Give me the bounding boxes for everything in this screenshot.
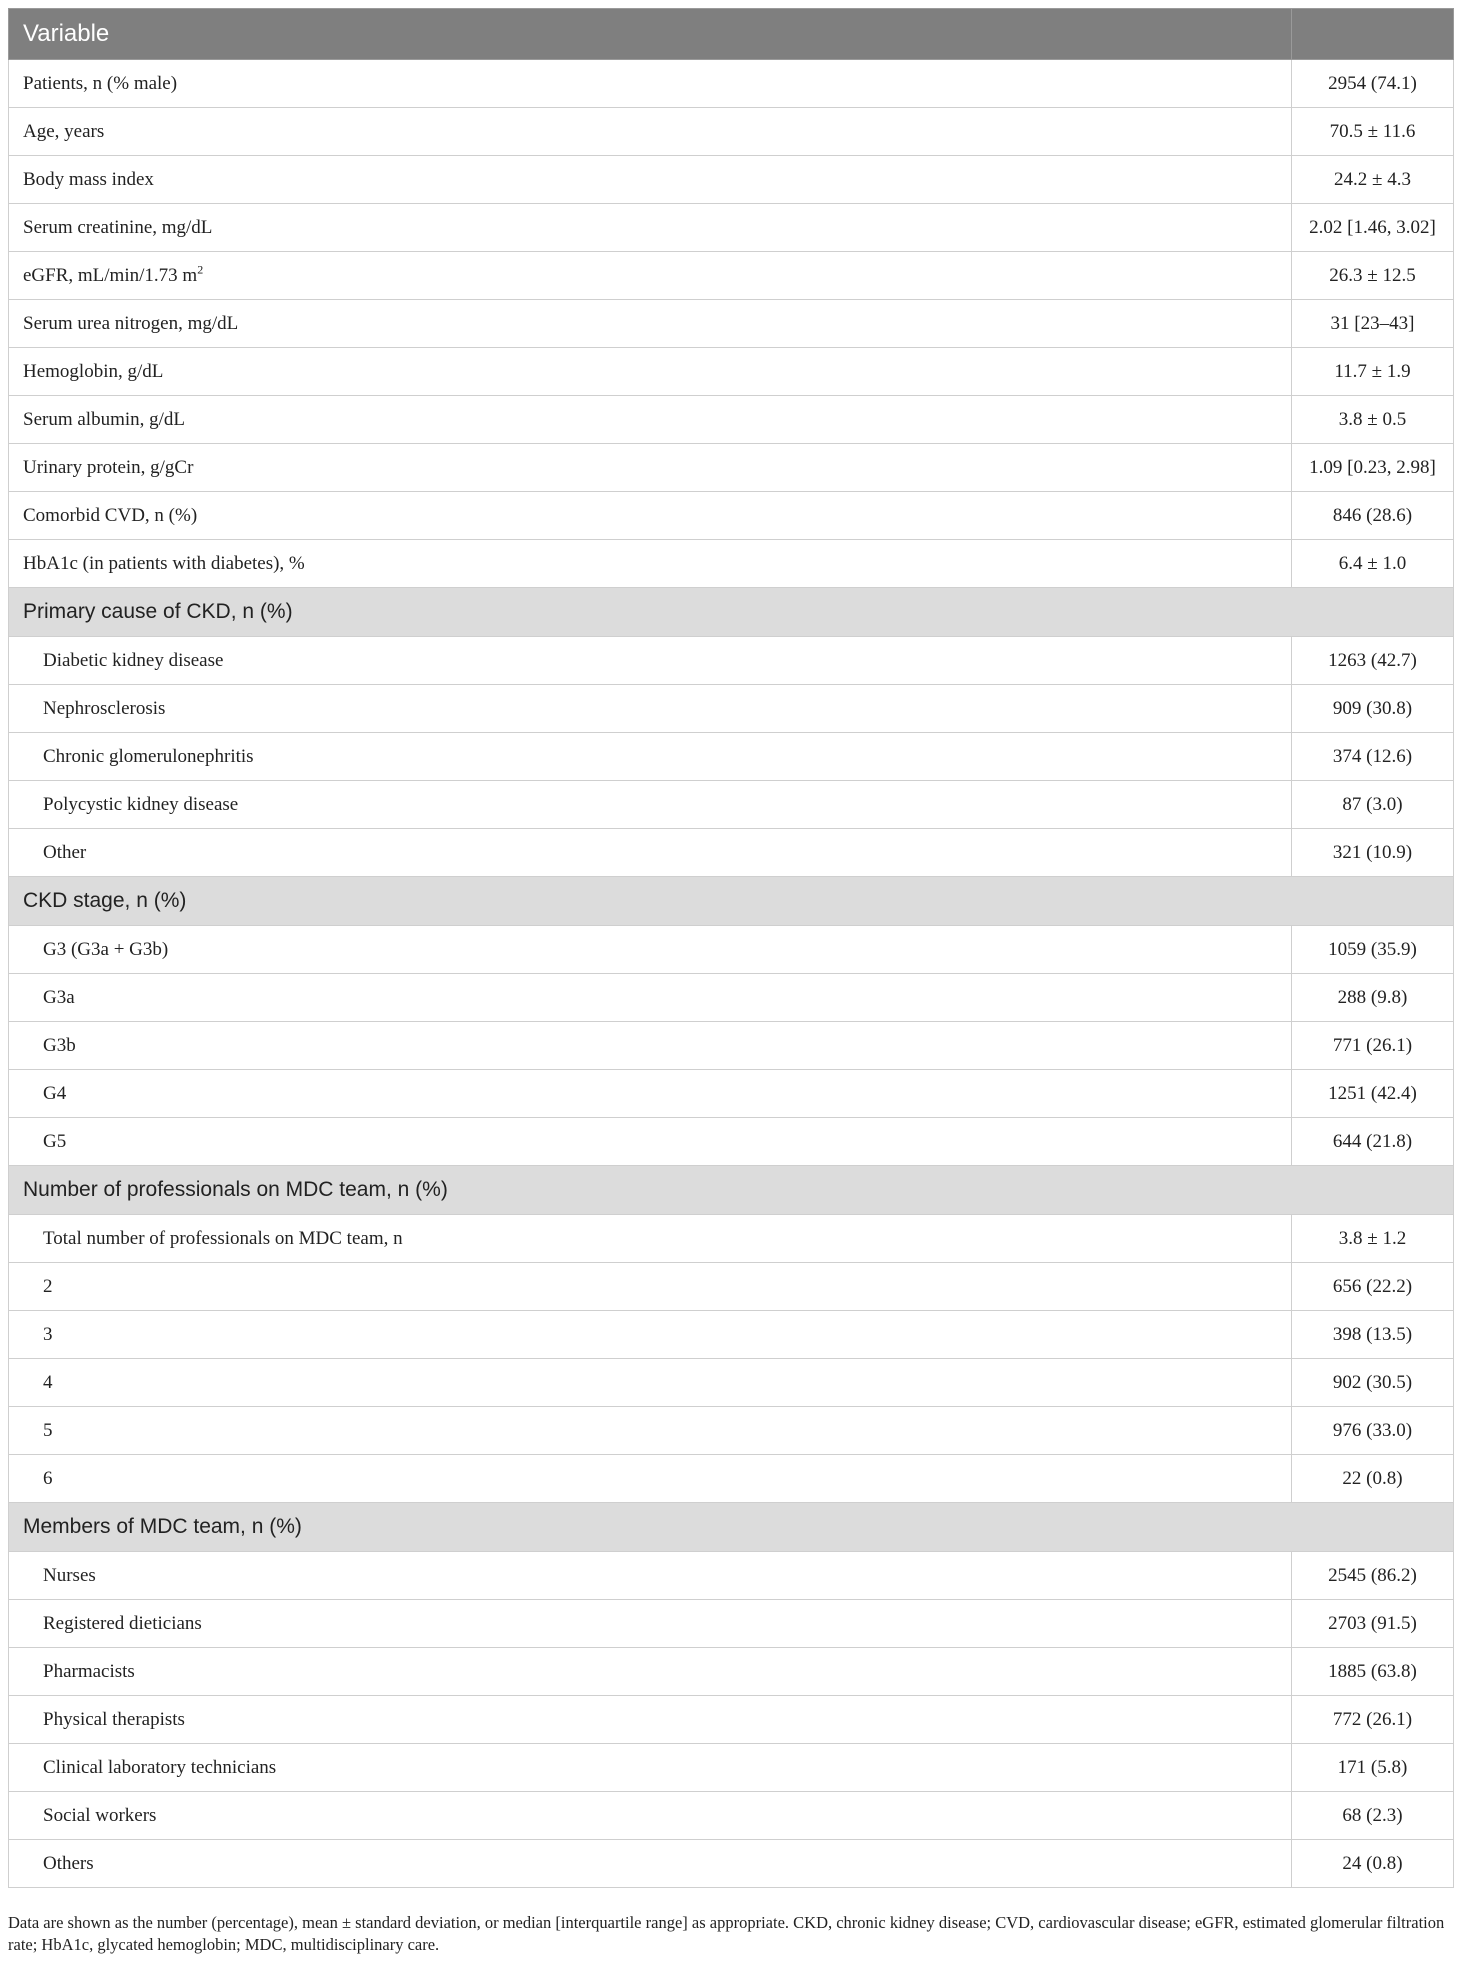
row-value: 846 (28.6) xyxy=(1292,492,1454,540)
row-value: 1263 (42.7) xyxy=(1292,637,1454,685)
section-header-label: Number of professionals on MDC team, n (%) xyxy=(9,1166,1454,1215)
table-row xyxy=(9,444,1454,492)
table-row xyxy=(9,1118,1454,1166)
table-row xyxy=(9,1215,1454,1263)
row-label: Registered dieticians xyxy=(43,1612,202,1634)
table-header-row xyxy=(9,9,1454,60)
section-header-row xyxy=(9,877,1454,926)
row-value: 902 (30.5) xyxy=(1292,1359,1454,1407)
row-label: G5 xyxy=(43,1130,67,1152)
row-label: Urinary protein, g/gCr xyxy=(23,456,194,478)
row-label-cell xyxy=(9,733,1292,781)
row-label-cell xyxy=(9,1359,1292,1407)
characteristics-table-container xyxy=(8,8,1453,1888)
row-label-cell xyxy=(9,1311,1292,1359)
row-value: 87 (3.0) xyxy=(1292,781,1454,829)
section-header-label: CKD stage, n (%) xyxy=(9,877,1454,926)
table-body xyxy=(9,60,1454,1888)
row-label-cell xyxy=(9,300,1292,348)
table-row xyxy=(9,396,1454,444)
row-label-cell xyxy=(9,974,1292,1022)
table-row xyxy=(9,733,1454,781)
row-label-cell xyxy=(9,1022,1292,1070)
row-value: 1251 (42.4) xyxy=(1292,1070,1454,1118)
row-value: 11.7 ± 1.9 xyxy=(1292,348,1454,396)
row-label-cell xyxy=(9,1792,1292,1840)
row-value: 771 (26.1) xyxy=(1292,1022,1454,1070)
row-label: G4 xyxy=(43,1082,67,1104)
section-header-row xyxy=(9,588,1454,637)
row-value: 68 (2.3) xyxy=(1292,1792,1454,1840)
row-label-cell xyxy=(9,204,1292,252)
row-label-cell xyxy=(9,156,1292,204)
row-label: 2 xyxy=(43,1275,53,1297)
table-row xyxy=(9,1311,1454,1359)
row-label-cell xyxy=(9,1263,1292,1311)
table-row xyxy=(9,60,1454,108)
row-label: Clinical laboratory technicians xyxy=(43,1756,277,1778)
table-row xyxy=(9,1455,1454,1503)
table-row xyxy=(9,1022,1454,1070)
row-label-cell xyxy=(9,1455,1292,1503)
row-label-cell xyxy=(9,829,1292,877)
section-header-row xyxy=(9,1166,1454,1215)
row-label: Physical therapists xyxy=(43,1708,185,1730)
row-value: 1.09 [0.23, 2.98] xyxy=(1292,444,1454,492)
table-row xyxy=(9,1792,1454,1840)
row-label: Age, years xyxy=(23,120,105,142)
table-row xyxy=(9,1600,1454,1648)
row-label-cell xyxy=(9,1407,1292,1455)
table-footnote: Data are shown as the number (percentage), mean ± standard deviation, or median [interquartile range] as appropriate. CKD, chronic kidney disease; CVD, cardiovascular disease; eGFR, estimated glomerular filtration rate; HbA1c, glycated hemoglobin; MDC, multidisciplinary care. xyxy=(8,1913,1445,1954)
row-value: 772 (26.1) xyxy=(1292,1696,1454,1744)
table-row xyxy=(9,1696,1454,1744)
row-value: 2545 (86.2) xyxy=(1292,1552,1454,1600)
row-label-cell xyxy=(9,781,1292,829)
row-value: 26.3 ± 12.5 xyxy=(1292,252,1454,300)
row-value: 22 (0.8) xyxy=(1292,1455,1454,1503)
header-value xyxy=(1292,9,1454,60)
row-label-cell xyxy=(9,1744,1292,1792)
row-label: HbA1c (in patients with diabetes), % xyxy=(23,552,305,574)
row-value: 976 (33.0) xyxy=(1292,1407,1454,1455)
row-label: Total number of professionals on MDC team, n xyxy=(43,1227,403,1249)
row-label: Nephrosclerosis xyxy=(43,697,166,719)
table-row xyxy=(9,252,1454,300)
table-row xyxy=(9,300,1454,348)
table-row xyxy=(9,348,1454,396)
row-label: 3 xyxy=(43,1323,53,1345)
row-value: 70.5 ± 11.6 xyxy=(1292,108,1454,156)
row-label-cell xyxy=(9,1840,1292,1888)
table-row xyxy=(9,1552,1454,1600)
table-row xyxy=(9,1359,1454,1407)
row-value: 24.2 ± 4.3 xyxy=(1292,156,1454,204)
row-label: G3 (G3a + G3b) xyxy=(43,938,169,960)
table-row xyxy=(9,540,1454,588)
row-label: Others xyxy=(43,1852,94,1874)
table-row xyxy=(9,1648,1454,1696)
row-value: 374 (12.6) xyxy=(1292,733,1454,781)
row-value: 3.8 ± 0.5 xyxy=(1292,396,1454,444)
row-label: Body mass index xyxy=(23,168,154,190)
row-label-cell xyxy=(9,444,1292,492)
row-value: 288 (9.8) xyxy=(1292,974,1454,1022)
table-row xyxy=(9,685,1454,733)
row-label-cell xyxy=(9,1552,1292,1600)
row-label-cell xyxy=(9,540,1292,588)
row-value: 171 (5.8) xyxy=(1292,1744,1454,1792)
row-label: Pharmacists xyxy=(43,1660,135,1682)
row-label-cell xyxy=(9,1600,1292,1648)
table-row xyxy=(9,156,1454,204)
table-row xyxy=(9,781,1454,829)
characteristics-table xyxy=(8,8,1454,1888)
row-value: 1059 (35.9) xyxy=(1292,926,1454,974)
row-label: Other xyxy=(43,841,87,863)
table-row xyxy=(9,926,1454,974)
row-value: 656 (22.2) xyxy=(1292,1263,1454,1311)
row-label: Serum urea nitrogen, mg/dL xyxy=(23,312,239,334)
table-row xyxy=(9,1840,1454,1888)
row-label-cell xyxy=(9,637,1292,685)
table-row xyxy=(9,108,1454,156)
row-value: 2703 (91.5) xyxy=(1292,1600,1454,1648)
table-row xyxy=(9,1407,1454,1455)
section-header-label: Members of MDC team, n (%) xyxy=(9,1503,1454,1552)
row-label: 4 xyxy=(43,1371,53,1393)
row-label-cell xyxy=(9,685,1292,733)
table-row xyxy=(9,492,1454,540)
table-row xyxy=(9,1263,1454,1311)
row-value: 909 (30.8) xyxy=(1292,685,1454,733)
table-row xyxy=(9,1070,1454,1118)
row-value: 31 [23–43] xyxy=(1292,300,1454,348)
header-variable: Variable xyxy=(9,9,1292,60)
row-label: Serum albumin, g/dL xyxy=(23,408,186,430)
row-value: 2954 (74.1) xyxy=(1292,60,1454,108)
row-label: Hemoglobin, g/dL xyxy=(23,360,164,382)
row-label: eGFR, mL/min/1.73 m xyxy=(23,264,198,286)
section-header-label: Primary cause of CKD, n (%) xyxy=(9,588,1454,637)
row-value: 1885 (63.8) xyxy=(1292,1648,1454,1696)
table-row xyxy=(9,974,1454,1022)
row-label-superscript: 2 xyxy=(197,262,204,277)
row-label: Polycystic kidney disease xyxy=(43,793,239,815)
row-label: Diabetic kidney disease xyxy=(43,649,224,671)
row-value: 3.8 ± 1.2 xyxy=(1292,1215,1454,1263)
table-row xyxy=(9,637,1454,685)
row-label: G3b xyxy=(43,1034,76,1056)
table-row xyxy=(9,829,1454,877)
row-label: Patients, n (% male) xyxy=(23,72,178,94)
row-label: 5 xyxy=(43,1419,53,1441)
row-label: Chronic glomerulonephritis xyxy=(43,745,254,767)
row-label-cell xyxy=(9,1696,1292,1744)
row-value: 24 (0.8) xyxy=(1292,1840,1454,1888)
row-label: Nurses xyxy=(43,1564,96,1586)
row-label-cell xyxy=(9,492,1292,540)
row-label-cell xyxy=(9,1070,1292,1118)
row-label-cell xyxy=(9,1118,1292,1166)
row-label-cell xyxy=(9,396,1292,444)
row-label-cell xyxy=(9,1215,1292,1263)
row-label-cell xyxy=(9,108,1292,156)
table-row xyxy=(9,204,1454,252)
row-value: 6.4 ± 1.0 xyxy=(1292,540,1454,588)
row-label: G3a xyxy=(43,986,75,1008)
row-label-cell xyxy=(9,348,1292,396)
row-label: Social workers xyxy=(43,1804,157,1826)
row-label: Comorbid CVD, n (%) xyxy=(23,504,198,526)
row-label: Serum creatinine, mg/dL xyxy=(23,216,213,238)
row-label: 6 xyxy=(43,1467,53,1489)
row-label-cell xyxy=(9,60,1292,108)
row-value: 644 (21.8) xyxy=(1292,1118,1454,1166)
row-value: 321 (10.9) xyxy=(1292,829,1454,877)
section-header-row xyxy=(9,1503,1454,1552)
table-row xyxy=(9,1744,1454,1792)
row-value: 398 (13.5) xyxy=(1292,1311,1454,1359)
row-value: 2.02 [1.46, 3.02] xyxy=(1292,204,1454,252)
row-label-cell xyxy=(9,926,1292,974)
row-label-cell xyxy=(9,252,1292,300)
row-label-cell xyxy=(9,1648,1292,1696)
